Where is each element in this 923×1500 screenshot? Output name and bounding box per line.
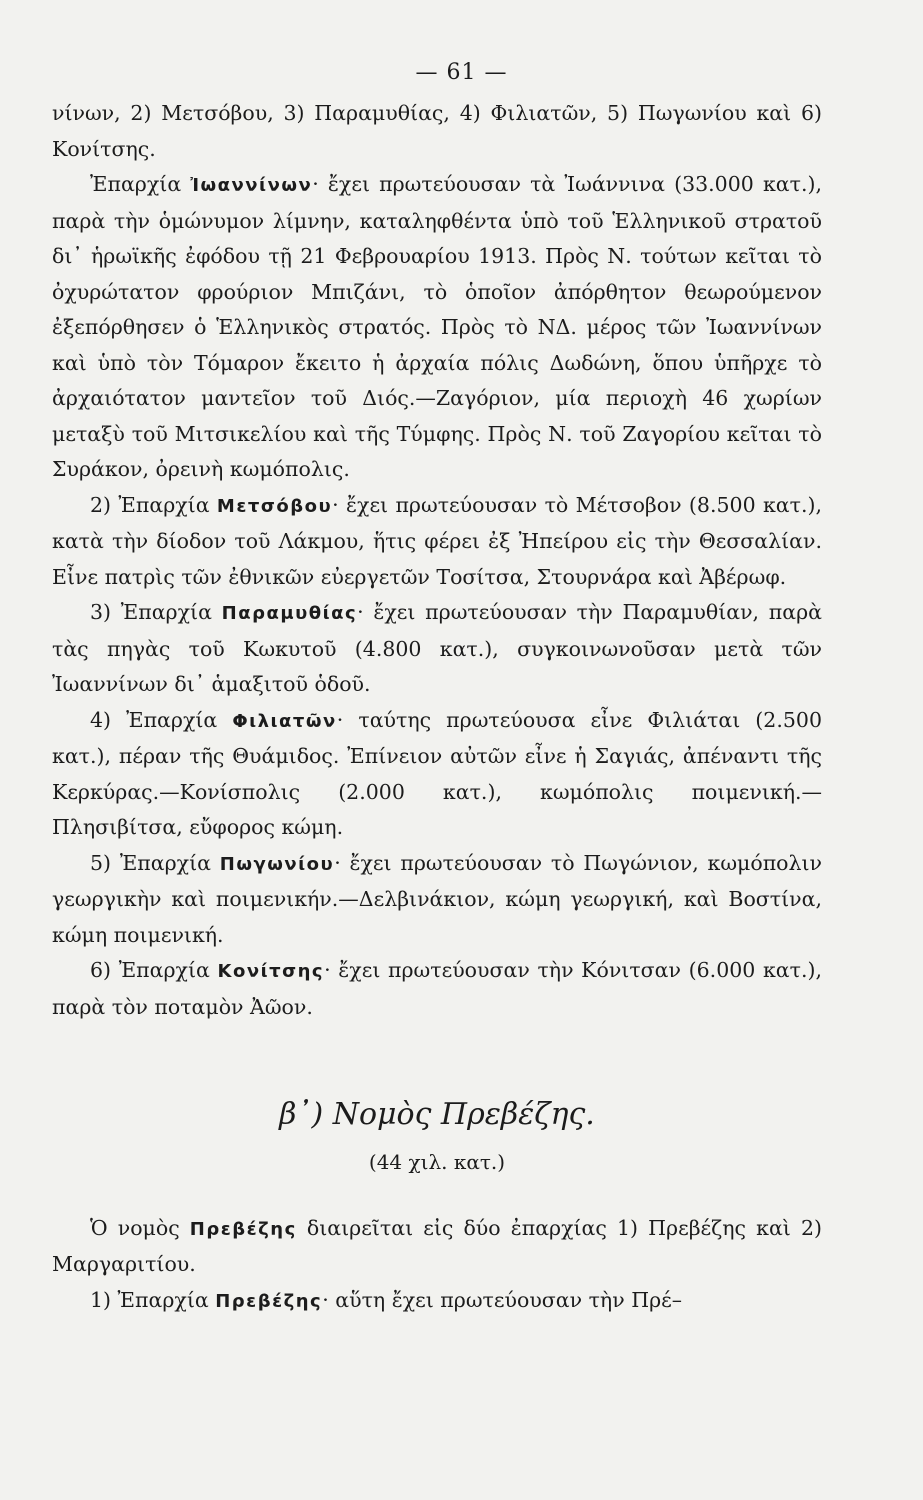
bold-place-name: Πωγωνίου: [219, 853, 335, 875]
text-run: · αὕτη ἔχει πρωτεύουσαν τὴν Πρέ–: [322, 1287, 682, 1312]
paragraph: [52, 1283, 822, 1320]
text-run: · ταύτης πρωτεύουσα εἶνε Φιλιάται (2.500 κατ.), πέραν τῆς Θυάμιδος. Ἐπίνειον αὐτῶν εἶνε ἡ Σαγιάς, ἀπέναντι τῆς Κερκύρας.—Κονίσπολις (2.000 κατ.), κωμόπολις ποιμενική.—Πλησιβίτσα, εὔφορος κώμη.: [52, 707, 822, 839]
bold-place-name: Ἰωαννίνων: [190, 175, 313, 196]
paragraph: [52, 595, 822, 703]
text-run: διαιρεῖται εἰς δύο ἐπαρχίας 1) Πρεβέζης καὶ 2) Μαργαριτίου.: [52, 1215, 822, 1276]
text-run: · ἔχει πρωτεύουσαν τὰ Ἰωάννινα (33.000 κατ.), παρὰ τὴν ὁμώνυμον λίμνην, καταληφθέντα ὑπὸ τοῦ Ἑλληνικοῦ στρατοῦ δι᾽ ἡρωϊκῆς ἐφόδου τῇ 21 Φεβρουαρίου 1913. Πρὸς Ν. τούτων κεῖται τὸ ὀχυρώτατον φρούριον Μπιζάνι, τὸ ὁποῖον ἀπόρθητον θεωρούμενον ἐξεπόρθησεν ὁ Ἑλληνικὸς στρατός. Πρὸς τὸ ΝΔ. μέρος τῶν Ἰωαννίνων καὶ ὑπὸ τὸν Τόμαρον ἔκειτο ἡ ἀρχαία πόλις Δωδώνη, ὅπου ὑπῆρχε τὸ ἀρχαιότατον μαντεῖον τοῦ Διός.—Ζαγόριον, μία περιοχὴ 46 χωρίων μεταξὺ τοῦ Μιτσικελίου καὶ τῆς Τύμφης. Πρὸς Ν. τοῦ Ζαγορίου κεῖται τὸ Συράκον, ὀρεινὴ κωμόπολις.: [52, 172, 822, 481]
paragraph: [52, 953, 822, 1025]
text-run: · ἔχει πρωτεύουσαν τὴν Κόνιτσαν (6.000 κατ.), παρὰ τὸν ποταμὸν Ἀῶον.: [52, 958, 823, 1019]
bold-place-name: Φιλιατῶν: [232, 710, 337, 732]
paragraph: [52, 1211, 822, 1283]
text-run: 4) Ἐπαρχία: [90, 707, 233, 732]
text-run: · ἔχει πρωτεύουσαν τὸ Μέτσοβον (8.500 κατ.), κατὰ τὴν δίοδον τοῦ Λάκμου, ἥτις φέρει ἐξ Ἠπείρου εἰς τὴν Θεσσαλίαν. Εἶνε πατρὶς τῶν ἐθνικῶν εὐεργετῶν Τοσίτσα, Στουρνάρα καὶ Ἀβέρωφ.: [52, 492, 822, 589]
bold-place-name: Μετσόβου: [216, 495, 333, 517]
paragraph: [52, 488, 822, 596]
paragraph: [52, 846, 822, 954]
section-heading: β᾽) Νομὸς Πρεβέζης.: [279, 1097, 595, 1132]
paragraph: [52, 167, 822, 488]
prefecture-preveza-text: [52, 1211, 822, 1320]
page-number: — 61 —: [415, 60, 508, 85]
text-run: Ἐπαρχία: [90, 172, 191, 196]
paragraph: [52, 96, 822, 167]
text-run: νίνων, 2) Μετσόβου, 3) Παραμυθίας, 4) Φιλιατῶν, 5) Πωγωνίου καὶ 6) Κονίτσης.: [52, 101, 822, 161]
body-text: [52, 96, 822, 1319]
prefecture-ioannina-text: [52, 96, 822, 1025]
text-run: 2) Ἐπαρχία: [90, 492, 217, 517]
section-subheading: (44 χιλ. κατ.): [368, 1150, 506, 1174]
text-run: 5) Ἐπαρχία: [90, 850, 220, 875]
bold-place-name: Πρεβέζης: [215, 1290, 323, 1312]
text-run: 3) Ἐπαρχία: [90, 600, 222, 624]
paragraph: [52, 703, 822, 846]
text-run: 1) Ἐπαρχία: [90, 1287, 216, 1312]
bold-place-name: Πρεβέζης: [189, 1218, 297, 1240]
text-run: 6) Ἐπαρχία: [90, 958, 218, 982]
bold-place-name: Παραμυθίας: [221, 603, 358, 624]
text-run: · ἔχει πρωτεύουσαν τὴν Παραμυθίαν, παρὰ τὰς πηγὰς τοῦ Κωκυτοῦ (4.800 κατ.), συγκοινωνοῦσαν μετὰ τῶν Ἰωαννίνων δι᾽ ἁμαξιτοῦ ὁδοῦ.: [52, 600, 822, 696]
bold-place-name: Κονίτσης: [217, 961, 325, 982]
text-run: Ὁ νομὸς: [90, 1215, 190, 1240]
text-run: · ἔχει πρωτεύουσαν τὸ Πωγώνιον, κωμόπολιν γεωργικὴν καὶ ποιμενικήν.—Δελβινάκιον, κώμη γεωργική, καὶ Βοστίνα, κώμη ποιμενική.: [52, 850, 823, 947]
